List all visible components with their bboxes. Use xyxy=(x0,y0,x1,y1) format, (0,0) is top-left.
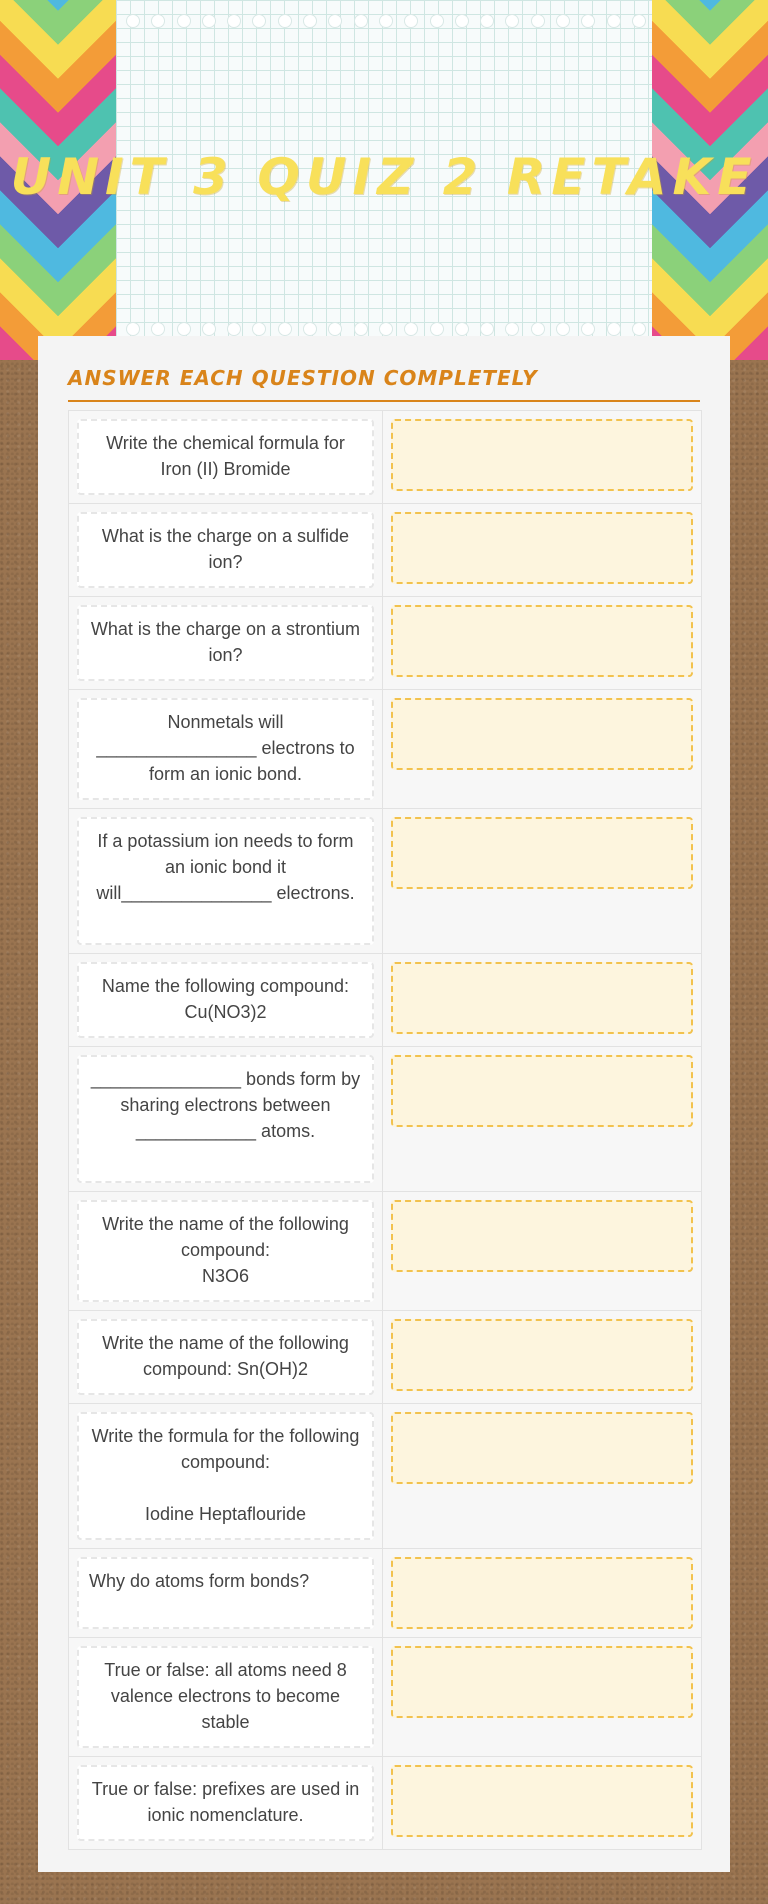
answer-cell xyxy=(383,504,701,596)
question-cell xyxy=(69,1404,383,1548)
question-cell xyxy=(69,1047,383,1191)
answer-cell xyxy=(383,1047,701,1191)
question-cell xyxy=(69,690,383,808)
answer-cell xyxy=(383,411,701,503)
question-prompt: Write the chemical formula for Iron (II) Bromide xyxy=(77,419,374,495)
question-cell xyxy=(69,1757,383,1849)
answer-input[interactable] xyxy=(391,962,693,1034)
question-row xyxy=(69,1192,701,1311)
question-row xyxy=(69,809,701,954)
question-row xyxy=(69,1549,701,1638)
answer-cell xyxy=(383,1638,701,1756)
question-cell xyxy=(69,504,383,596)
question-prompt: True or false: prefixes are used in ionic nomenclature. xyxy=(77,1765,374,1841)
answer-input[interactable] xyxy=(391,419,693,491)
question-prompt: Write the name of the following compound: Sn(OH)2 xyxy=(77,1319,374,1395)
answer-input[interactable] xyxy=(391,1646,693,1718)
question-cell xyxy=(69,1311,383,1403)
question-row xyxy=(69,1311,701,1404)
answer-input[interactable] xyxy=(391,698,693,770)
question-prompt: If a potassium ion needs to form an ionic bond it will_______________ electrons. xyxy=(77,817,374,945)
question-row xyxy=(69,690,701,809)
question-prompt: Write the name of the following compound: N3O6 xyxy=(77,1200,374,1302)
question-row xyxy=(69,954,701,1047)
question-row xyxy=(69,597,701,690)
question-prompt: Write the formula for the following compound: Iodine Heptaflouride xyxy=(77,1412,374,1540)
answer-cell xyxy=(383,690,701,808)
question-cell xyxy=(69,1549,383,1637)
answer-input[interactable] xyxy=(391,605,693,677)
question-row xyxy=(69,411,701,504)
question-cell xyxy=(69,411,383,503)
question-prompt: What is the charge on a sulfide ion? xyxy=(77,512,374,588)
question-cell xyxy=(69,954,383,1046)
answer-cell xyxy=(383,1549,701,1637)
answer-cell xyxy=(383,1757,701,1849)
question-prompt: True or false: all atoms need 8 valence electrons to become stable xyxy=(77,1646,374,1748)
question-row xyxy=(69,1047,701,1192)
answer-cell xyxy=(383,1404,701,1548)
answer-input[interactable] xyxy=(391,1557,693,1629)
answer-input[interactable] xyxy=(391,1765,693,1837)
answer-input[interactable] xyxy=(391,1412,693,1484)
question-cell xyxy=(69,1638,383,1756)
question-cell xyxy=(69,597,383,689)
worksheet-card xyxy=(38,336,730,1872)
answer-input[interactable] xyxy=(391,1200,693,1272)
question-prompt: Why do atoms form bonds? xyxy=(77,1557,374,1629)
paper-holes-top xyxy=(126,14,646,28)
header-banner xyxy=(0,0,768,360)
question-prompt: What is the charge on a strontium ion? xyxy=(77,605,374,681)
answer-cell xyxy=(383,954,701,1046)
worksheet-title: UNIT 3 QUIZ 2 RETAKE xyxy=(10,148,758,206)
answer-input[interactable] xyxy=(391,1319,693,1391)
answer-cell xyxy=(383,1192,701,1310)
instructions-heading: ANSWER EACH QUESTION COMPLETELY xyxy=(68,366,538,390)
question-row xyxy=(69,504,701,597)
question-prompt: _______________ bonds form by sharing electrons between ____________ atoms. xyxy=(77,1055,374,1183)
heading-divider xyxy=(68,400,700,402)
answer-cell xyxy=(383,597,701,689)
question-table xyxy=(68,410,702,1850)
answer-input[interactable] xyxy=(391,1055,693,1127)
answer-cell xyxy=(383,1311,701,1403)
answer-input[interactable] xyxy=(391,817,693,889)
answer-input[interactable] xyxy=(391,512,693,584)
paper-holes-bottom xyxy=(126,322,646,336)
answer-cell xyxy=(383,809,701,953)
question-row xyxy=(69,1638,701,1757)
question-cell xyxy=(69,1192,383,1310)
question-row xyxy=(69,1757,701,1849)
question-cell xyxy=(69,809,383,953)
question-prompt: Nonmetals will ________________ electrons to form an ionic bond. xyxy=(77,698,374,800)
question-prompt: Name the following compound: Cu(NO3)2 xyxy=(77,962,374,1038)
question-row xyxy=(69,1404,701,1549)
